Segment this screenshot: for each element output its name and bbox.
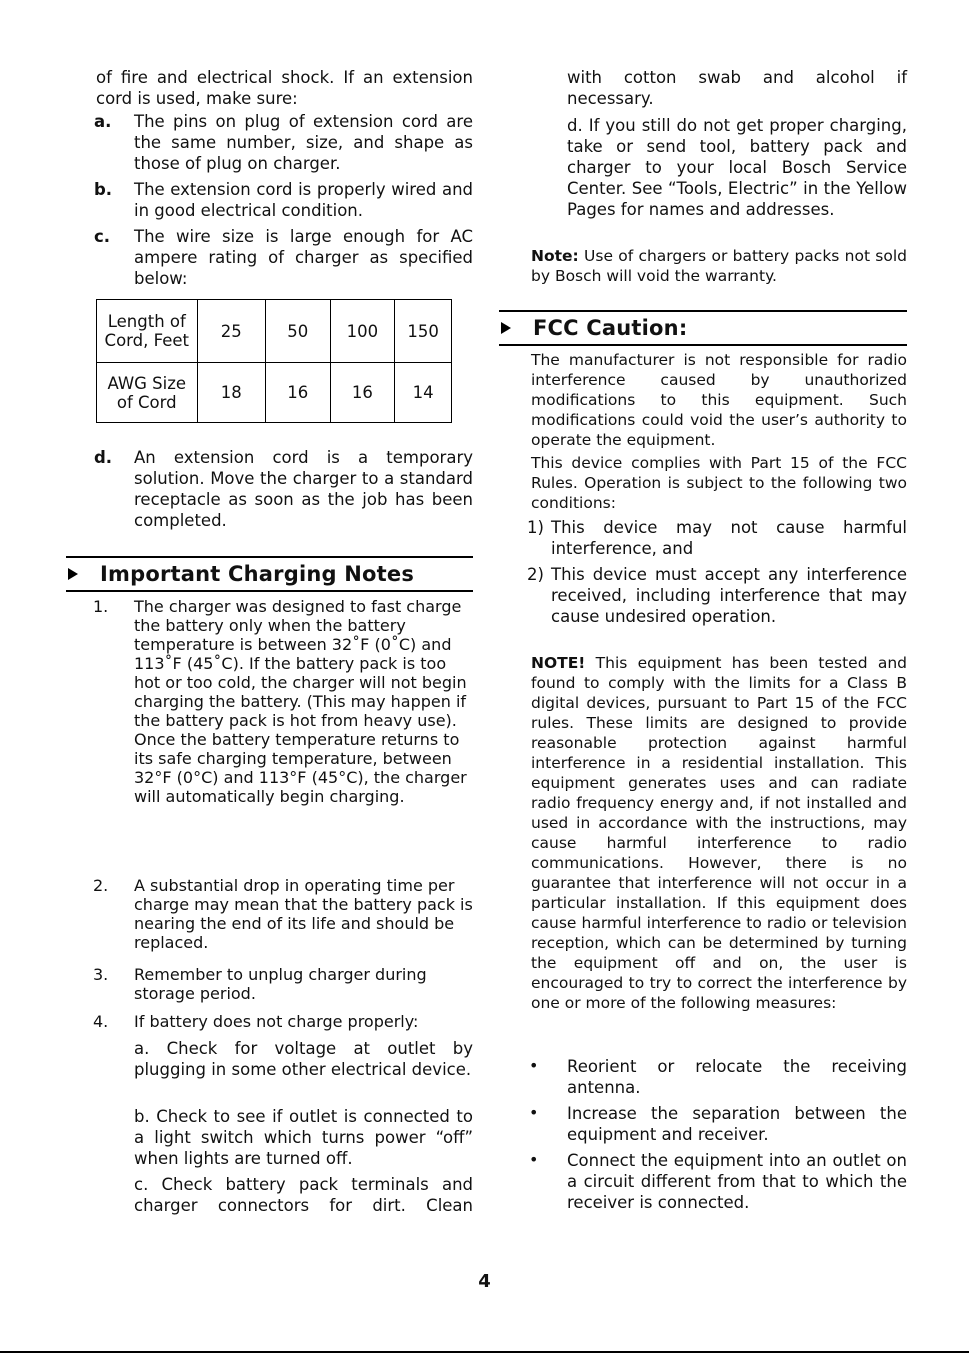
table-row [97, 363, 452, 423]
note-label: NOTE! [531, 654, 586, 672]
condition-label: 1) [527, 518, 544, 537]
table-row-header: AWG Size of Cord [97, 363, 198, 423]
condition-1 [527, 517, 907, 559]
note-item-2 [93, 876, 473, 952]
condition-label: 2) [527, 565, 544, 584]
note-text: The charger was designed to fast charge the battery only when the battery temperature is between 32˚F (0˚C) and 113˚F (45˚C). If the battery pack is too hot or too cold, the charger will not begin charging the battery. (This may happen if the battery pack is hot from heavy use). Once the battery temperature returns to its safe charging temperature, between 32°F (0°C) and 113°F (45°C), the charger will automatically begin charging. [134, 597, 467, 806]
warranty-note [531, 246, 907, 286]
table-row [97, 300, 452, 363]
bullet-dot-icon: • [529, 1056, 539, 1075]
list-item-a [96, 111, 473, 174]
item-text: An extension cord is a temporary solution. Move the charger to a standard receptacle as soon as the job has been completed. [134, 448, 473, 530]
bullet-item [531, 1150, 907, 1213]
fcc-paragraph-1: The manufacturer is not responsible for radio interference caused by unauthorized modifications to this equipment. Such modifications could void the user’s authority to operate the equipment. [531, 351, 907, 449]
item-text: The wire size is large enough for AC ampere rating of charger as specified below: [134, 227, 473, 288]
triangle-bullet-icon [68, 568, 78, 580]
note-text: If battery does not charge properly: [134, 1012, 419, 1031]
table-cell: 16 [266, 363, 331, 423]
table-cell: 100 [330, 300, 395, 363]
table-cell: 14 [395, 363, 452, 423]
list-item-d [96, 447, 473, 531]
table-cell: 16 [330, 363, 395, 423]
section-heading-charging-notes [66, 556, 473, 592]
item-text: The pins on plug of extension cord are the same number, size, and shape as those of plug on charger. [134, 112, 473, 173]
table-cell: 18 [197, 363, 266, 423]
item-label: a. [94, 112, 112, 131]
condition-text [551, 564, 907, 627]
condition-2 [527, 564, 907, 627]
section-title: FCC Caution: [533, 316, 688, 340]
sub-step-a: a. Check for voltage at outlet by plugging in some other electrical device. [134, 1039, 473, 1079]
bottom-divider [0, 1351, 969, 1353]
note-number: 1. [93, 597, 109, 616]
list-item-b [96, 179, 473, 221]
note-number: 2. [93, 876, 109, 895]
note-label: Note: [531, 247, 579, 265]
bullet-dot-icon: • [529, 1103, 539, 1122]
table-cell: 150 [395, 300, 452, 363]
item-label: c. [94, 227, 111, 246]
note-number: 3. [93, 965, 109, 984]
bullet-text: Increase the separation between the equipment and receiver. [567, 1104, 907, 1144]
triangle-bullet-icon [501, 322, 511, 334]
page-number: 4 [478, 1271, 491, 1292]
item-label: b. [94, 180, 113, 199]
fcc-paragraph-2: This device complies with Part 15 of the FCC Rules. Operation is subject to the following two conditions: [531, 454, 907, 512]
list-item-c [96, 226, 473, 289]
note-text: A substantial drop in operating time per charge may mean that the battery pack is nearing the end of its life and should be replaced. [134, 876, 473, 952]
bullet-item [531, 1103, 907, 1145]
fcc-note [531, 653, 907, 1013]
sub-step-c-continued: with cotton swab and alcohol if necessary. [567, 68, 907, 108]
extension-cord-table [96, 299, 452, 423]
note-item-1 [93, 597, 473, 806]
section-heading-fcc [499, 310, 907, 346]
condition-body: This device must accept any interference received, including interference that may cause undesired operation. [551, 565, 907, 626]
table-row-header: Length of Cord, Feet [97, 300, 198, 363]
intro-text: of fire and electrical shock. If an extension cord is used, make sure: [96, 68, 473, 108]
note-number: 4. [93, 1012, 109, 1031]
note-item-3 [93, 965, 473, 1003]
note-item-4 [93, 1012, 473, 1031]
bullet-item [531, 1056, 907, 1098]
sub-step-d: d. If you still do not get proper charging, take or send tool, battery pack and charger to your local Bosch Service Center. See “Tools, Electric” in the Yellow Pages for names and addresses. [567, 116, 907, 219]
item-text: The extension cord is properly wired and in good electrical condition. [134, 180, 473, 220]
item-label: d. [94, 448, 113, 467]
note-text: Remember to unplug charger during storage period. [134, 965, 427, 1003]
sub-step-c: c. Check battery pack terminals and charger connectors for dirt. Clean [134, 1175, 473, 1215]
bullet-text: Connect the equipment into an outlet on a circuit different from that to which the receiver is connected. [567, 1151, 907, 1212]
table-cell: 50 [266, 300, 331, 363]
table-cell: 25 [197, 300, 266, 363]
condition-text [551, 517, 907, 559]
condition-body: This device may not cause harmful interference, and [551, 518, 907, 558]
note-text: Use of chargers or battery packs not sold by Bosch will void the warranty. [531, 247, 907, 285]
section-title: Important Charging Notes [100, 562, 415, 586]
note-text: This equipment has been tested and found to comply with the limits for a Class B digital devices, pursuant to Part 15 of the FCC rules. These limits are designed to provide reasonable protection against harmful interference in a residential installation. This equipment generates uses and can radiate radio frequency energy and, if not installed and used in accordance with the instructions, may cause harmful interference to radio communications. However, there is no guarantee that interference will not occur in a particular installation. If this equipment does cause harmful interference to radio or television reception, which can be determined by turning the equipment off and on, the user is encouraged to try to correct the interference by one or more of the following measures: [531, 654, 907, 1012]
sub-step-b: b. Check to see if outlet is connected to a light switch which turns power “off” when lights are turned off. [134, 1107, 473, 1168]
bullet-text: Reorient or relocate the receiving antenna. [567, 1057, 907, 1097]
bullet-dot-icon: • [529, 1150, 539, 1169]
